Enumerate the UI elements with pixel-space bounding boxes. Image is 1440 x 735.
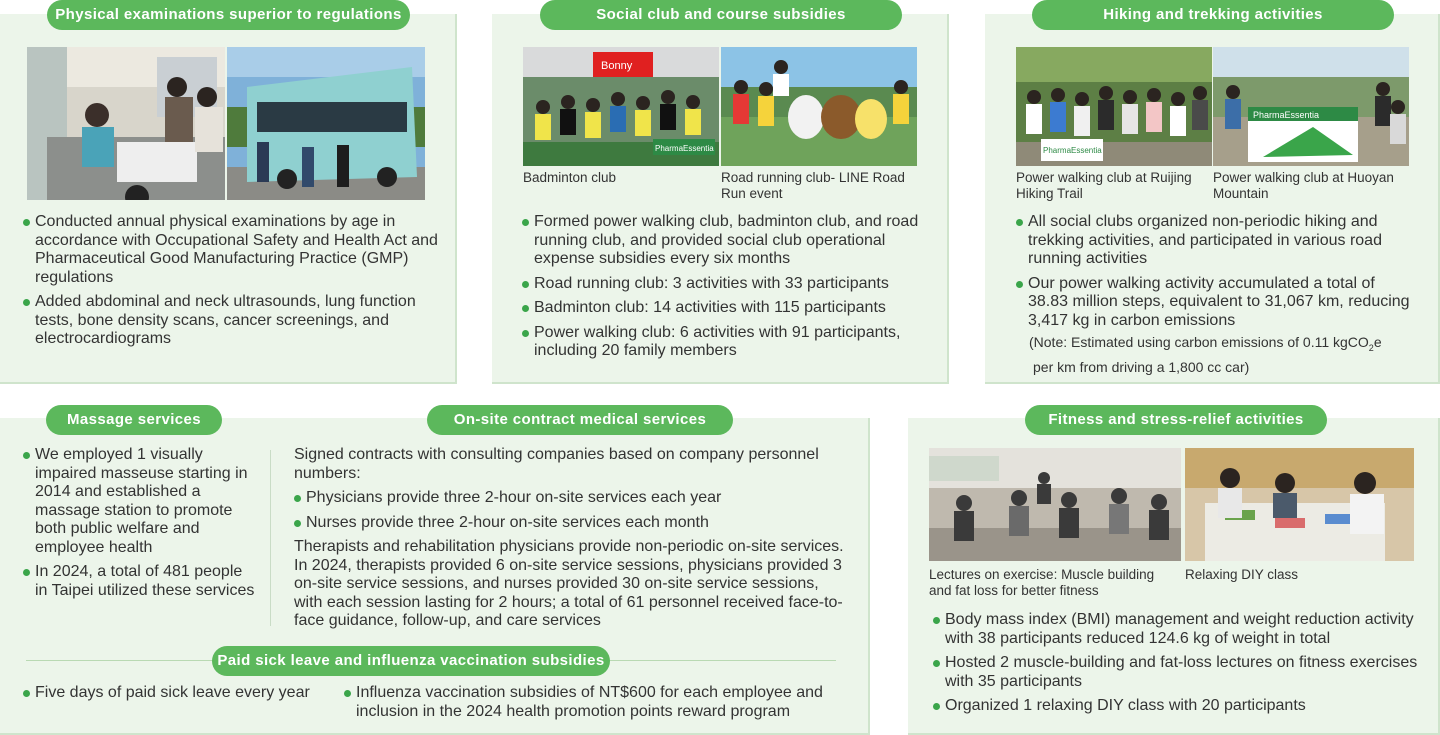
list-item: Influenza vaccination subsidies of NT$600 for each employee and inclusion in the 2024 health promotion points reward program xyxy=(344,684,849,721)
photo-huoyan-mountain xyxy=(1213,47,1409,166)
list-item: Body mass index (BMI) management and weight reduction activity with 38 participants reduced 124.6 kg of weight in total xyxy=(933,611,1423,648)
photo-road-running xyxy=(721,47,917,166)
hiking-bullets xyxy=(1016,213,1416,332)
bullet-icon xyxy=(294,520,301,527)
carbon-note: (Note: Estimated using carbon emissions of 0.11 kgCO$_2$e per km from driving a 1,800 cc car) xyxy=(1029,334,1382,375)
list-item: Road running club: 3 activities with 33 participants xyxy=(522,275,922,294)
list-item: Conducted annual physical examinations by age in accordance with Occupational Safety and Health Act and Pharmaceutical Good Manufacturing Practice (GMP) regulations xyxy=(23,213,438,287)
physical-exam-title: Physical examinations superior to regulations xyxy=(47,0,410,30)
caption-ruijing: Power walking club at Ruijing Hiking Trail xyxy=(1016,170,1192,201)
bullet-icon xyxy=(294,495,301,502)
photo-banner-text: PharmaEssentia xyxy=(1043,146,1102,155)
list-item: Formed power walking club, badminton club, and road running club, and provided social club operational expense subsidies every six months xyxy=(522,213,922,269)
photo-exercise-lecture xyxy=(929,448,1181,561)
column-divider xyxy=(270,450,271,626)
bullet-icon xyxy=(1016,219,1023,226)
photo-banner-text: PharmaEssentia xyxy=(1253,110,1320,120)
sick-leave-bullet-right xyxy=(344,684,849,727)
physical-exam-bullets xyxy=(23,213,438,355)
caption-road-running: Road running club- LINE Road Run event xyxy=(721,170,905,201)
bullet-icon xyxy=(933,703,940,710)
photo-banner-text: PharmaEssentia xyxy=(655,144,714,153)
massage-bullets xyxy=(23,446,255,606)
photo-exam-clinic xyxy=(27,47,225,200)
bullet-icon xyxy=(1016,281,1023,288)
list-item: Hosted 2 muscle-building and fat-loss lectures on fitness exercises with 35 participants xyxy=(933,654,1423,691)
list-item: In 2024, a total of 481 people in Taipei utilized these services xyxy=(23,563,255,600)
hiking-title: Hiking and trekking activities xyxy=(1032,0,1394,30)
list-item: Added abdominal and neck ultrasounds, lung function tests, bone density scans, cancer screenings, and electrocardiograms xyxy=(23,293,438,349)
bullet-icon xyxy=(522,281,529,288)
bullet-icon xyxy=(23,452,30,459)
caption-diy-class: Relaxing DIY class xyxy=(1185,567,1299,582)
onsite-title: On-site contract medical services xyxy=(427,405,733,435)
fitness-bullets xyxy=(933,611,1423,722)
photo-diy-class xyxy=(1185,448,1414,561)
list-item: All social clubs organized non-periodic hiking and trekking activities, and participated in various road running activities xyxy=(1016,213,1416,269)
caption-badminton: Badminton club xyxy=(523,170,617,185)
photo-banner-text: Bonny xyxy=(601,60,633,72)
bullet-icon xyxy=(23,690,30,697)
sick-leave-title: Paid sick leave and influenza vaccination subsidies xyxy=(212,646,610,676)
photo-ruijing-trail xyxy=(1016,47,1212,166)
bullet-icon xyxy=(522,330,529,337)
sick-leave-bullet-left xyxy=(23,684,333,709)
social-club-bullets xyxy=(522,213,922,367)
massage-title: Massage services xyxy=(46,405,222,435)
fitness-title: Fitness and stress-relief activities xyxy=(1025,405,1327,435)
list-item: Five days of paid sick leave every year xyxy=(23,684,333,703)
list-item: Power walking club: 6 activities with 91 participants, including 20 family members xyxy=(522,324,922,361)
list-item: Our power walking activity accumulated a total of 38.83 million steps, equivalent to 31,067 km, reducing 3,417 kg in carbon emissions xyxy=(1016,275,1416,331)
list-item: Badminton club: 14 activities with 115 participants xyxy=(522,299,922,318)
list-item: Nurses provide three 2-hour on-site services each month xyxy=(294,514,849,533)
photo-exam-bus xyxy=(227,47,425,200)
social-club-title: Social club and course subsidies xyxy=(540,0,902,30)
onsite-paragraph: Therapists and rehabilitation physicians provide non-periodic on-site services. In 2024, therapists provided 6 on-site service sessions, physicians provided 3 on-site service sessions, and nurses provided 30 on-site service sessions, with each session lasting for 2 hours; a total of 61 personnel received face-to-face guidance, follow-up, and care services xyxy=(294,538,844,629)
photo-badminton-club xyxy=(523,47,719,166)
bullet-icon xyxy=(344,690,351,697)
onsite-intro: Signed contracts with consulting companies based on company personnel numbers: xyxy=(294,446,819,482)
bullet-icon xyxy=(23,219,30,226)
caption-huoyan: Power walking club at Huoyan Mountain xyxy=(1213,170,1394,201)
bullet-icon xyxy=(933,660,940,667)
list-item: Physicians provide three 2-hour on-site services each year xyxy=(294,489,849,508)
bullet-icon xyxy=(522,219,529,226)
bullet-icon xyxy=(522,305,529,312)
bullet-icon xyxy=(23,569,30,576)
onsite-bullets xyxy=(294,489,849,538)
list-item: Organized 1 relaxing DIY class with 20 participants xyxy=(933,697,1423,716)
bullet-icon xyxy=(933,617,940,624)
bullet-icon xyxy=(23,299,30,306)
list-item: We employed 1 visually impaired masseuse starting in 2014 and established a massage station to promote both public welfare and employee health xyxy=(23,446,255,557)
caption-exercise-lecture: Lectures on exercise: Muscle building and fat loss for better fitness xyxy=(929,567,1155,598)
